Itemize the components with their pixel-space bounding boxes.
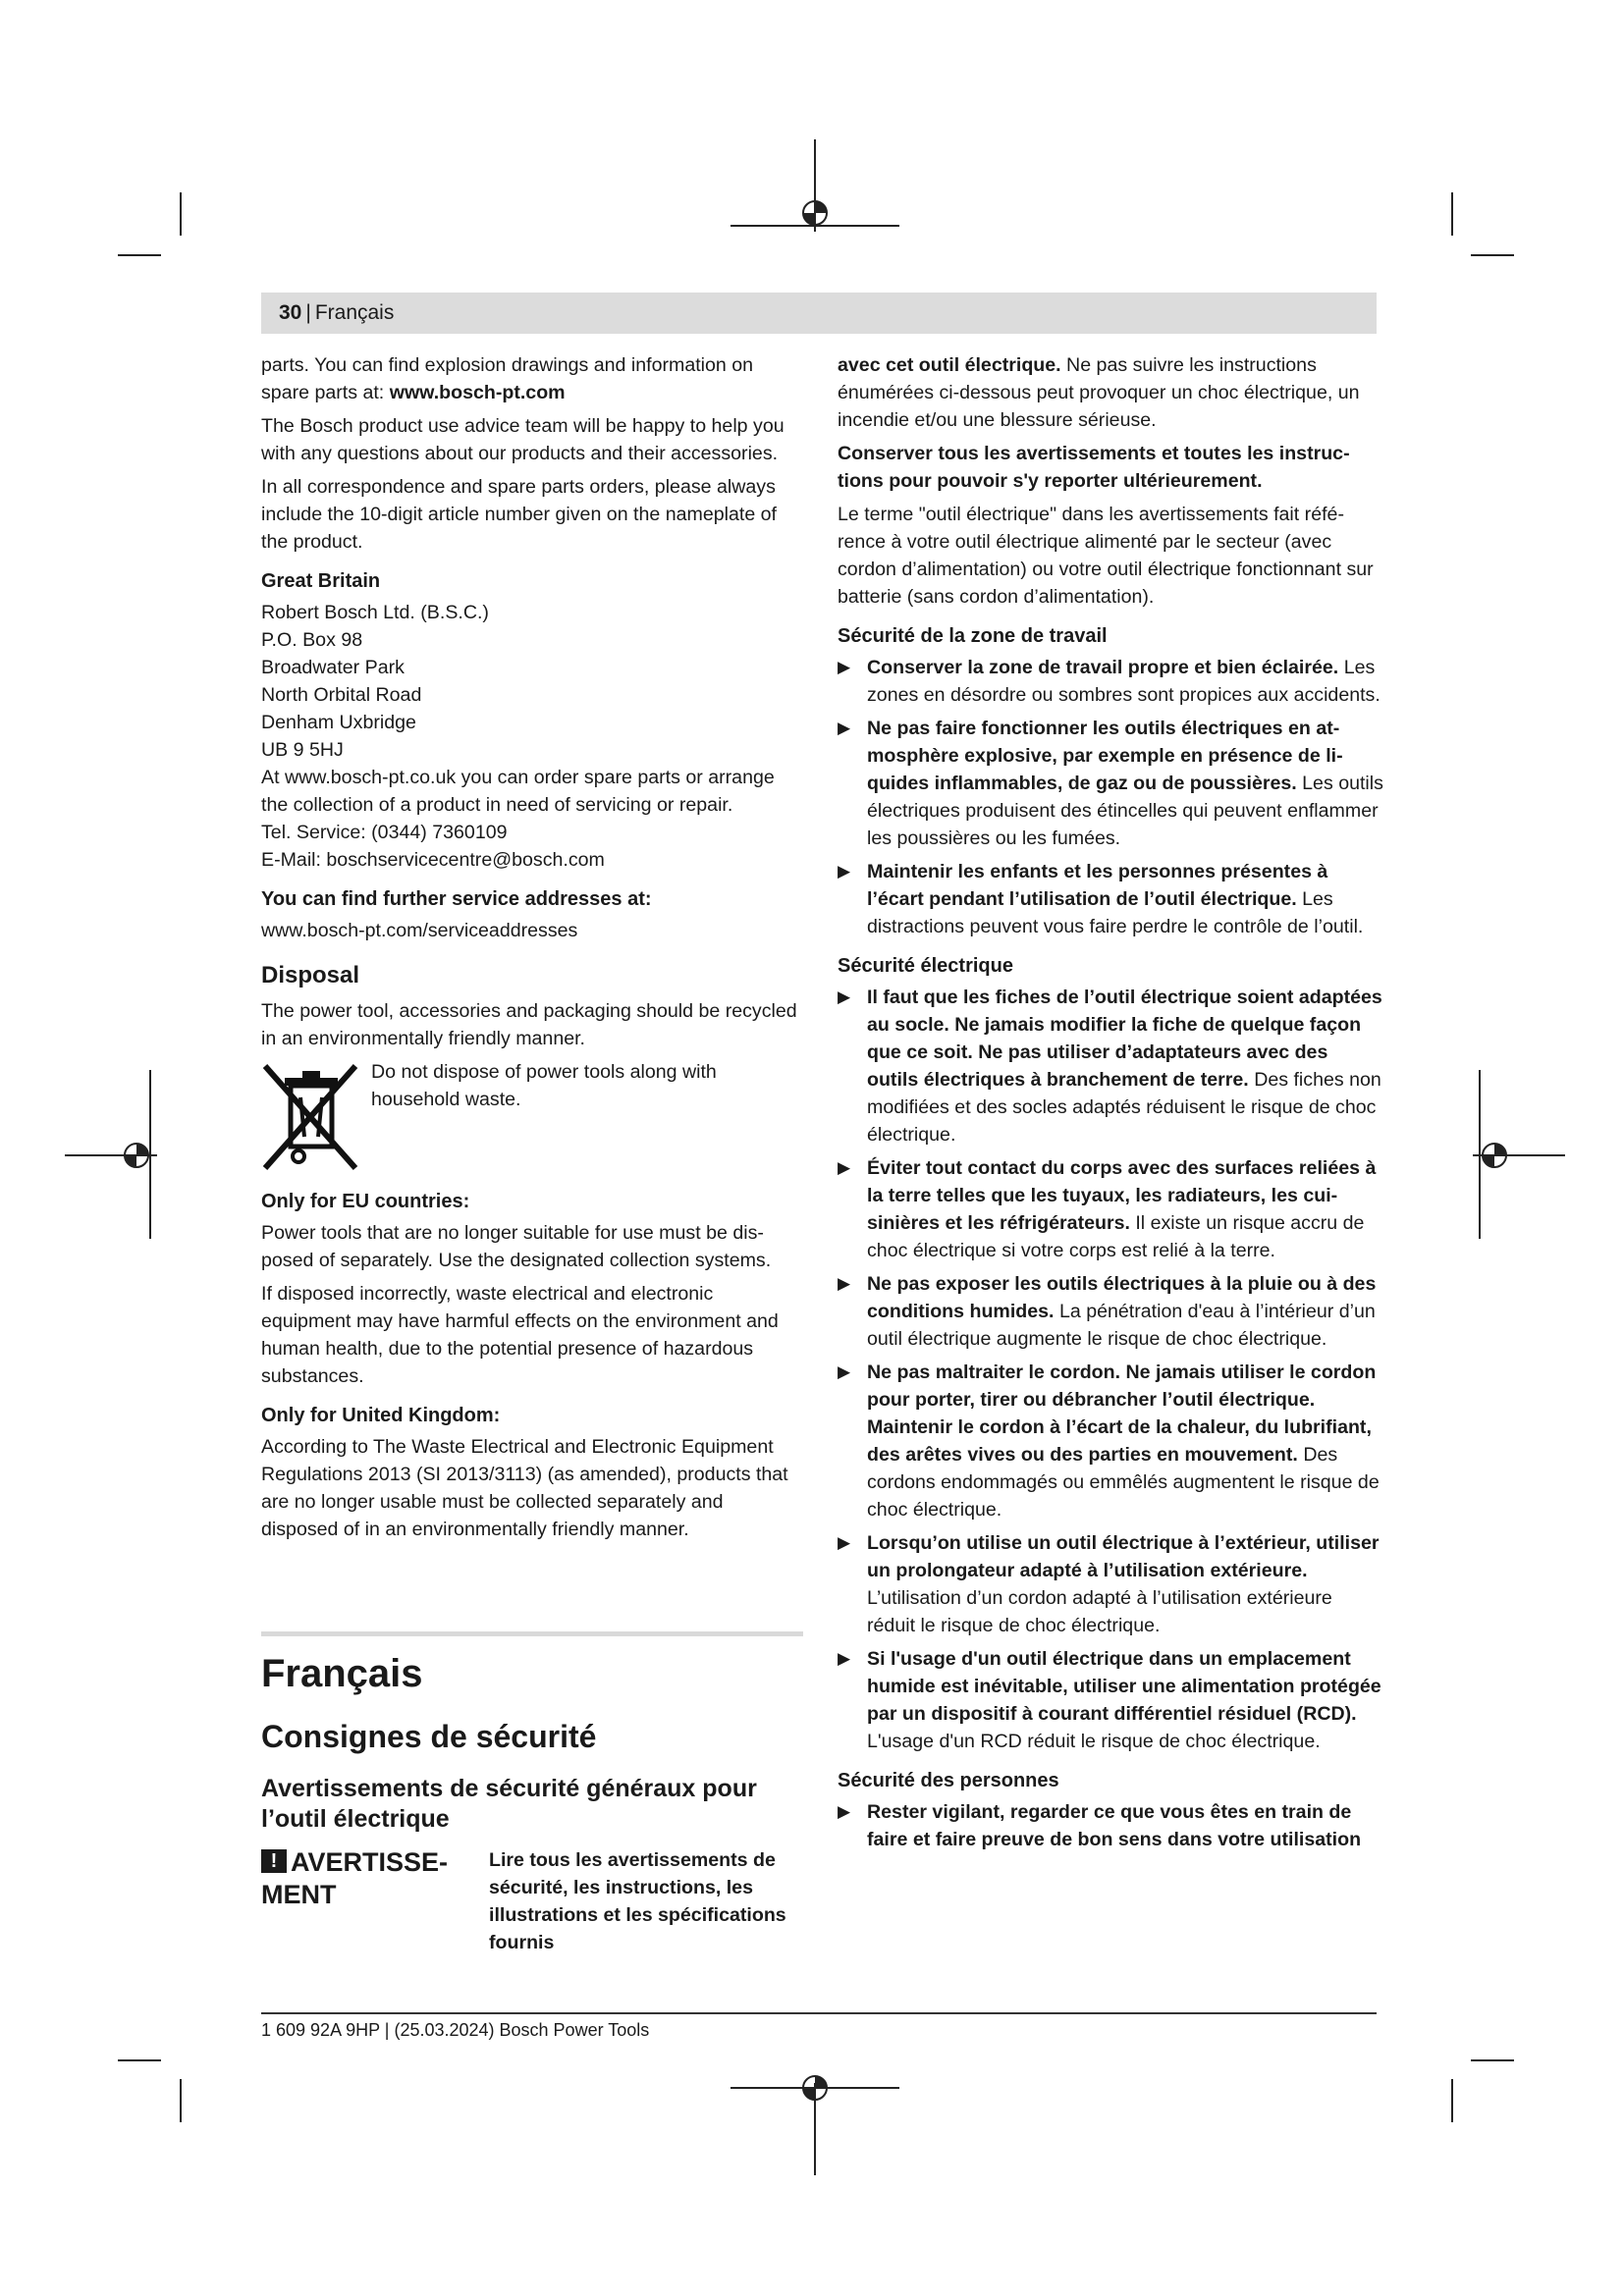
great-britain-title: Great Britain — [261, 570, 381, 592]
bullet-triangle-icon: ▶ — [838, 658, 851, 676]
address-block — [261, 599, 803, 764]
general-warnings-heading: Avertissements de sécurité généraux pour l’outil électrique — [261, 1775, 757, 1833]
bullet-item — [838, 1359, 1383, 1523]
text-run: Il existe un risque accru de choc électrique si votre corps est relié à la terre. — [867, 1212, 1365, 1261]
warning-text: Lire tous les avertissements de sécurité, les instructions, les illustrations et les spécifications fournis — [489, 1849, 786, 1953]
bullet-triangle-icon: ▶ — [838, 1533, 851, 1552]
page-number: 30 — [279, 301, 302, 324]
bullet-text — [867, 984, 1383, 1148]
text-run: Ne pas suivre les instructions énumérées ci-dessous peut provoquer un choc électrique, un incendie et/ou une blessure sérieuse. — [838, 354, 1360, 431]
crop-mark — [1451, 2079, 1453, 2122]
page-header — [261, 293, 1377, 334]
bullet-triangle-icon: ▶ — [838, 1802, 851, 1821]
work-area-safety-title: Sécurité de la zone de travail — [838, 625, 1108, 647]
uk-text: According to The Waste Electrical and Electronic Equipment Regulations 2013 (SI 2013/3113) (as amended), products that are no longer usable must be collected separately and disposed of in an environmentally friendly manner. — [261, 1436, 788, 1540]
disposal-title: Disposal — [261, 962, 360, 988]
warning-label: AVERTISSEMENT — [261, 1847, 449, 1909]
text-run: Des cordons endommagés ou emmêlés augmentent le risque de choc électrique. — [867, 1444, 1380, 1521]
further-addresses-url: www.bosch-pt.com/serviceaddresses — [261, 920, 578, 941]
warning-label-box — [261, 1846, 467, 1911]
language-heading: Français — [261, 1652, 423, 1695]
bullet-item — [838, 984, 1383, 1148]
eu-text: Power tools that are no longer suitable for use must be disposed of separately. Use the designated collection systems. — [261, 1222, 772, 1271]
footer-rule — [261, 2012, 1377, 2014]
address-line: North Orbital Road — [261, 684, 422, 706]
eu-title: Only for EU countries: — [261, 1191, 470, 1212]
bullet-text — [867, 1270, 1383, 1353]
bullet-text — [867, 715, 1383, 852]
eu-text-2: If disposed incorrectly, waste electrical and electronic equipment may have harmful effects on the environment and human health, due to the potential presence of hazardous substances. — [261, 1283, 779, 1387]
further-addresses-title: You can find further service addresses at: — [261, 888, 652, 910]
registration-mark-icon — [798, 2071, 832, 2105]
text-run: Des fiches non modifiées et des socles adaptés réduisent le risque de choc électrique. — [867, 1069, 1381, 1146]
bullet-item — [838, 1270, 1383, 1353]
page-footer: 1 609 92A 9HP | (25.03.2024) Bosch Power Tools — [261, 2020, 650, 2040]
header-separator: | — [305, 301, 311, 324]
crossed-bin-icon — [261, 1058, 359, 1176]
work-area-bullets — [838, 654, 1383, 940]
bullet-text — [867, 1529, 1383, 1639]
address-line: P.O. Box 98 — [261, 629, 363, 651]
bold-run: Ne pas maltraiter le cordon. Ne jamais utiliser le cordon pour porter, tirer ou débrancher l’outil électrique. Maintenir le cordon à l’écart de la chaleur, du lubrifiant, des arêtes vives ou des parties en mouvement. — [867, 1362, 1377, 1466]
crop-mark — [1471, 2059, 1514, 2061]
disposal-notice — [261, 1058, 803, 1176]
bullet-item — [838, 715, 1383, 852]
bullet-triangle-icon: ▶ — [838, 1158, 851, 1177]
gb-service-text: At www.bosch-pt.co.uk you can order spare parts or arrange the collection of a product in need of servicing or repair. — [261, 767, 775, 816]
bullet-item — [838, 1154, 1383, 1264]
bold-run: Ne pas exposer les outils électriques à la pluie ou à des conditions humides. — [867, 1273, 1377, 1322]
bold-run: Il faut que les fiches de l’outil électrique soient adaptées au socle. Ne jamais modifier la fiche de quelque façon que ce soit. Ne pas utiliser d’adaptateurs avec des outils électriques à branchement de terre. — [867, 987, 1382, 1091]
section-divider — [261, 1631, 803, 1636]
article-number-paragraph: In all correspondence and spare parts orders, please always include the 10‑digit article number given on the nameplate of the product. — [261, 476, 778, 553]
address-line: Denham Uxbridge — [261, 712, 416, 733]
text-run: L'usage d'un RCD réduit le risque de choc électrique. — [867, 1731, 1321, 1752]
text-run: Les distractions peuvent vous faire perdre le contrôle de l’outil. — [867, 888, 1364, 937]
text-run: parts. You can find explosion drawings and information on spare parts at: — [261, 354, 754, 403]
bold-run: Si l'usage d'un outil électrique dans un emplacement humide est inévitable, utiliser une alimentation protégée par un dispositif à courant différentiel résiduel (RCD). — [867, 1648, 1381, 1725]
bullet-triangle-icon: ▶ — [838, 862, 851, 881]
bold-run: Maintenir les enfants et les personnes présentes à l’écart pendant l’utilisation de l’outil électrique. — [867, 861, 1328, 910]
bold-run: Lorsqu’on utilise un outil électrique à l’extérieur, utiliser un prolongateur adapté à l’utilisation extérieure. — [867, 1532, 1380, 1581]
bullet-text — [867, 858, 1383, 940]
disposal-icon-text: Do not dispose of power tools along with household waste. — [371, 1061, 717, 1110]
bold-run: Rester vigilant, regarder ce que vous êtes en train de faire et faire preuve de bon sens dans votre utilisation — [867, 1801, 1362, 1850]
crop-mark — [1451, 192, 1453, 236]
email-address: E-Mail: boschservicecentre@bosch.com — [261, 849, 605, 871]
registration-mark-icon — [1478, 1139, 1511, 1172]
crop-mark — [180, 2079, 182, 2122]
bullet-triangle-icon: ▶ — [838, 1274, 851, 1293]
advice-paragraph: The Bosch product use advice team will be happy to help you with any questions about our products and their accessories. — [261, 415, 785, 464]
registration-mark-icon — [798, 196, 832, 230]
address-line: Robert Bosch Ltd. (B.S.C.) — [261, 602, 489, 623]
bullet-item — [838, 1529, 1383, 1639]
electrical-safety-title: Sécurité électrique — [838, 955, 1013, 977]
personal-safety-title: Sécurité des personnes — [838, 1770, 1059, 1791]
bullet-triangle-icon: ▶ — [838, 719, 851, 737]
bold-run: avec cet outil électrique. — [838, 354, 1061, 376]
bullet-text — [867, 1359, 1383, 1523]
bullet-item — [838, 858, 1383, 940]
crop-mark — [1471, 254, 1514, 256]
warning-block — [261, 1846, 803, 1956]
bullet-text — [867, 1154, 1383, 1264]
address-line: UB 9 5HJ — [261, 739, 344, 761]
bold-run: Éviter tout contact du corps avec des surfaces reliées à la terre telles que les tuyaux, les radiateurs, les cuisinières et les réfrigérateurs. — [867, 1157, 1377, 1234]
right-column — [838, 351, 1383, 1859]
bullet-text — [867, 654, 1383, 709]
address-line: Broadwater Park — [261, 657, 405, 678]
crop-mark — [118, 254, 161, 256]
bullet-text — [867, 1798, 1383, 1853]
intro-paragraph — [261, 351, 803, 406]
crop-mark — [118, 2059, 161, 2061]
uk-title: Only for United Kingdom: — [261, 1405, 501, 1426]
registration-mark-icon — [120, 1139, 153, 1172]
bullet-triangle-icon: ▶ — [838, 1649, 851, 1668]
text-run: Les zones en désordre ou sombres sont propices aux accidents. — [867, 657, 1380, 706]
safety-heading: Consignes de sécurité — [261, 1719, 597, 1754]
bullet-text — [867, 1645, 1383, 1755]
crop-mark — [180, 192, 182, 236]
bold-run: www.bosch-pt.com — [389, 382, 566, 403]
electrical-bullets — [838, 984, 1383, 1755]
disposal-text: The power tool, accessories and packaging should be recycled in an environmentally friendly manner. — [261, 1000, 797, 1049]
bullet-triangle-icon: ▶ — [838, 1362, 851, 1381]
bold-run: Ne pas faire fonctionner les outils électriques en atmosphère explosive, par exemple en présence de liquides inflammables, de gaz ou de poussières. — [867, 718, 1343, 794]
phone-number: Tel. Service: (0344) 7360109 — [261, 822, 508, 843]
bullet-item — [838, 1645, 1383, 1755]
bold-run: Conserver la zone de travail propre et bien éclairée. — [867, 657, 1339, 678]
left-column — [261, 351, 803, 1956]
warning-triangle-icon — [261, 1849, 287, 1873]
text-run: La pénétration d'eau à l’intérieur d’un outil électrique augmente le risque de choc électrique. — [867, 1301, 1376, 1350]
keep-warnings-text: Conserver tous les avertissements et toutes les instructions pour pouvoir s'y reporter ultérieurement. — [838, 443, 1350, 492]
bullet-item — [838, 1798, 1383, 1853]
bullet-triangle-icon: ▶ — [838, 988, 851, 1006]
text-run: L’utilisation d’un cordon adapté à l’utilisation extérieure réduit le risque de choc électrique. — [867, 1587, 1332, 1636]
personal-bullets — [838, 1798, 1383, 1853]
power-tool-definition: Le terme "outil électrique" dans les avertissements fait référence à votre outil électrique alimenté par le secteur (avec cordon d’alimentation) ou votre outil électrique fonctionnant sur batterie (sans cordon d’alimentation). — [838, 504, 1374, 608]
intro-paragraph-fr — [838, 351, 1383, 434]
bullet-item — [838, 654, 1383, 709]
header-language: Français — [314, 301, 395, 324]
text-run: Les outils électriques produisent des étincelles qui peuvent enflammer les poussières ou les fumées. — [867, 773, 1383, 849]
